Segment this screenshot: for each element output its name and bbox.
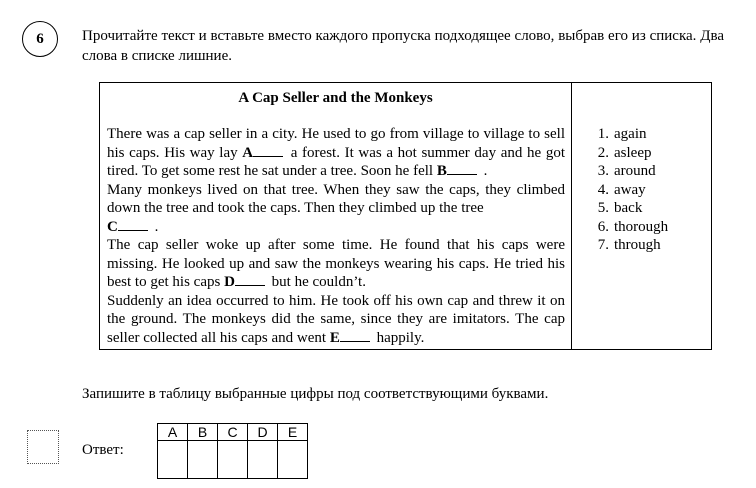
word-option: 1. again xyxy=(597,126,647,142)
story-title: A Cap Seller and the Monkeys xyxy=(238,90,433,106)
word-option: 7. through xyxy=(597,237,661,253)
gap-e-blank[interactable] xyxy=(340,329,370,342)
story-text-segment: . xyxy=(479,163,488,179)
answer-letter: D xyxy=(248,424,278,441)
gap-a-blank[interactable] xyxy=(253,144,283,157)
word-option: 5. back xyxy=(597,200,643,216)
answer-letter: C xyxy=(218,424,248,441)
word-option: 2. asleep xyxy=(597,144,652,161)
task-instruction: Прочитайте текст и вставьте вместо каждого пропуска подходящее слово, выбрав его из списка. Два слова в списке лишние. xyxy=(82,28,724,64)
answer-cell-d[interactable] xyxy=(248,441,278,479)
answer-cell-c[interactable] xyxy=(218,441,248,479)
answer-letter: A xyxy=(158,424,188,441)
answer-cell-b[interactable] xyxy=(188,441,218,479)
answer-letter: E xyxy=(278,424,308,441)
story-text-segment: Many monkeys lived on that tree. When they saw the caps, they climbed down the tree and took the caps. Then they climbed up the tree xyxy=(107,181,565,216)
gap-b-blank[interactable] xyxy=(447,162,477,175)
gap-label-b: B xyxy=(436,163,447,179)
story-paragraph xyxy=(107,125,565,181)
story-text-segment: but he couldn’t. xyxy=(267,274,366,290)
answer-instruction: Запишите в таблицу выбранные цифры под соответствующими буквами. xyxy=(82,386,549,402)
story-text xyxy=(107,125,565,347)
text-table xyxy=(99,82,712,350)
gap-label-e: E xyxy=(329,329,340,346)
question-number: 6 xyxy=(22,21,58,57)
word-options-list xyxy=(590,125,668,255)
gap-label-d: D xyxy=(224,274,235,290)
gap-label-a: A xyxy=(242,144,254,161)
answer-label: Ответ: xyxy=(82,442,124,458)
answer-values-row xyxy=(158,441,308,479)
story-text-segment: Suddenly an idea occurred to him. He took off his own cap and threw it on the ground. The monkeys did the same, since they are imitators. The cap seller collected all his caps and went xyxy=(107,292,565,346)
answer-letters-row xyxy=(158,424,308,441)
gap-c-blank[interactable] xyxy=(118,218,148,231)
story-text-segment: The cap seller woke up after some time. He found that his caps were missing. He looked up and saw the monkeys wearing his caps. He tried his best to get his caps xyxy=(107,237,565,290)
gap-d-blank[interactable] xyxy=(235,273,265,286)
gap-label-c: C xyxy=(107,218,118,235)
word-option: 6. thorough xyxy=(597,218,669,235)
story-paragraph xyxy=(107,292,565,348)
story-cell xyxy=(100,83,572,349)
story-text-segment: There was a cap seller in a city. He used to go from village to village to sell his caps. His way lay xyxy=(107,126,565,161)
story-paragraph xyxy=(107,236,565,292)
story-text-segment: happily. xyxy=(372,329,425,346)
story-paragraph xyxy=(107,181,565,237)
answer-score-box xyxy=(27,430,59,464)
word-option: 3. around xyxy=(597,163,656,179)
answer-table xyxy=(157,423,308,479)
answer-letter: B xyxy=(188,424,218,441)
answer-cell-a[interactable] xyxy=(158,441,188,479)
story-text-segment: . xyxy=(150,218,159,235)
answer-cell-e[interactable] xyxy=(278,441,308,479)
word-option: 4. away xyxy=(597,181,646,198)
story-text-segment: a forest. It was a hot summer day and he got tired. To get some rest he sat under a tree. Soon he fell xyxy=(107,144,565,179)
